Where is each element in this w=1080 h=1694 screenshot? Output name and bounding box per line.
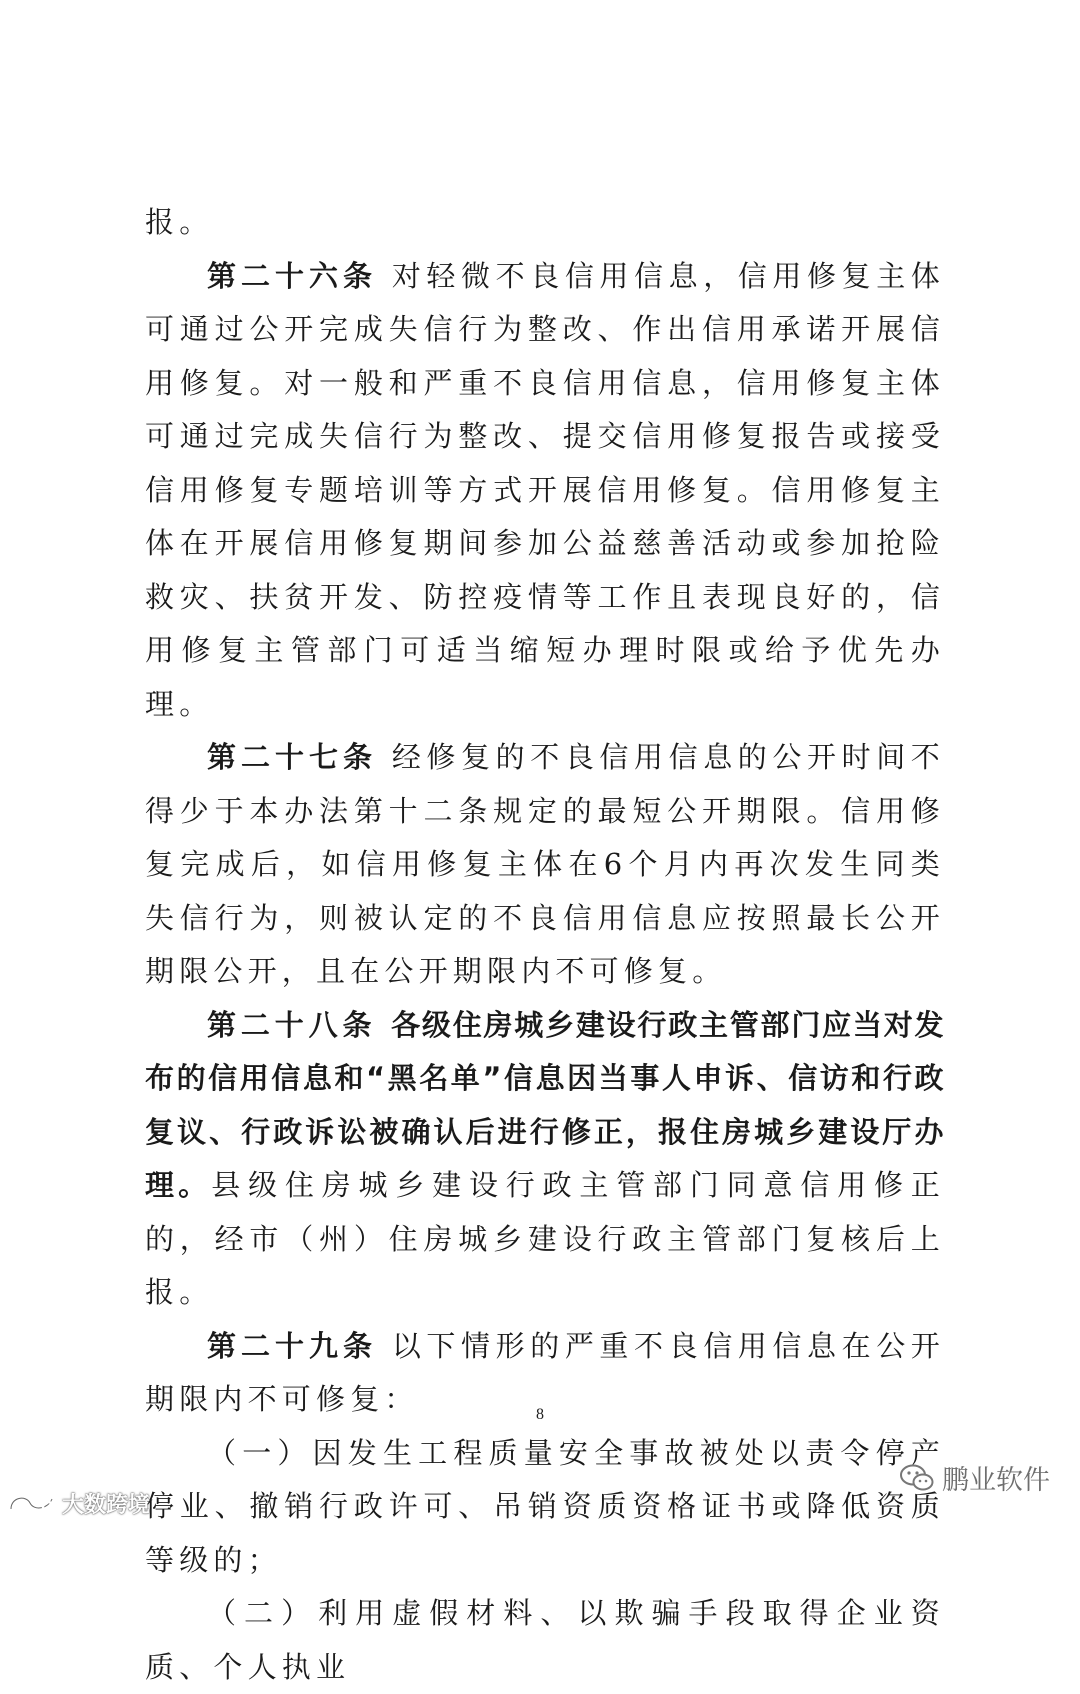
watermark-pengye — [900, 1458, 1050, 1497]
article-heading-26: 第二十六条 — [207, 258, 377, 293]
article-heading-27: 第二十七条 — [207, 740, 377, 774]
article-28-text: 县级住房城乡建设行政主管部门同意信用修正的，经市（州）住房城乡建设行政主管部门复核后上报。 — [145, 1168, 945, 1309]
article-29-text: 以下情形的严重不良信用信息在公开期限内不可修复： — [145, 1328, 945, 1416]
list-item-1-text: （一）因发生工程质量安全事故被处以责令停产停业、撤销行政许可、吊销资质资格证书或降低资质等级的； — [145, 1435, 945, 1577]
list-item-2 — [145, 1587, 945, 1694]
logo-icon — [8, 1491, 56, 1517]
list-item-2-text: （二）利用虚假材料、以欺骗手段取得企业资质、个人执业 — [145, 1596, 945, 1684]
watermark-dashu — [8, 1488, 150, 1519]
paragraph-0 — [145, 196, 945, 250]
wechat-icon — [900, 1464, 934, 1492]
document-page — [145, 196, 945, 1694]
article-28-bold-text: 各级住房城乡建设行政主管部门应当对发布的信用信息和“黑名单”信息因当事人申诉、信访和行政复议、行政诉讼被确认后进行修正，报住房城乡建设厅办理。 — [145, 1007, 945, 1202]
paragraph-article-28 — [145, 999, 945, 1320]
article-26-text: 对轻微不良信用信息，信用修复主体可通过公开完成失信行为整改、作出信用承诺开展信用修复。对一般和严重不良信用信息，信用修复主体可通过完成失信行为整改、提交信用修复报告或接受信用修复专题培训等方式开展信用修复。信用修复主体在开展信用修复期间参加公益慈善活动或参加抢险救灾、扶贫开发、防控疫情等工作且表现良好的，信用修复主管部门可适当缩短办理时限或给予优先办理。 — [145, 258, 945, 721]
paragraph-article-27 — [145, 731, 945, 999]
watermark-right-label: 鹏业软件 — [942, 1465, 1050, 1496]
article-27-text: 经修复的不良信用信息的公开时间不得少于本办法第十二条规定的最短公开期限。信用修复完成后，如信用修复主体在6个月内再次发生同类失信行为，则被认定的不良信用信息应按照最长公开期限公开，且在公开期限内不可修复。 — [145, 740, 945, 988]
paragraph-article-26 — [145, 250, 945, 732]
page-number: 8 — [536, 1406, 544, 1423]
list-item-1 — [145, 1427, 945, 1588]
watermark-left-label: 大数跨境 — [62, 1493, 151, 1518]
article-heading-28: 第二十八条 — [207, 1007, 377, 1042]
article-heading-29: 第二十九条 — [207, 1328, 377, 1363]
paragraph-0-text: 报。 — [145, 205, 214, 239]
